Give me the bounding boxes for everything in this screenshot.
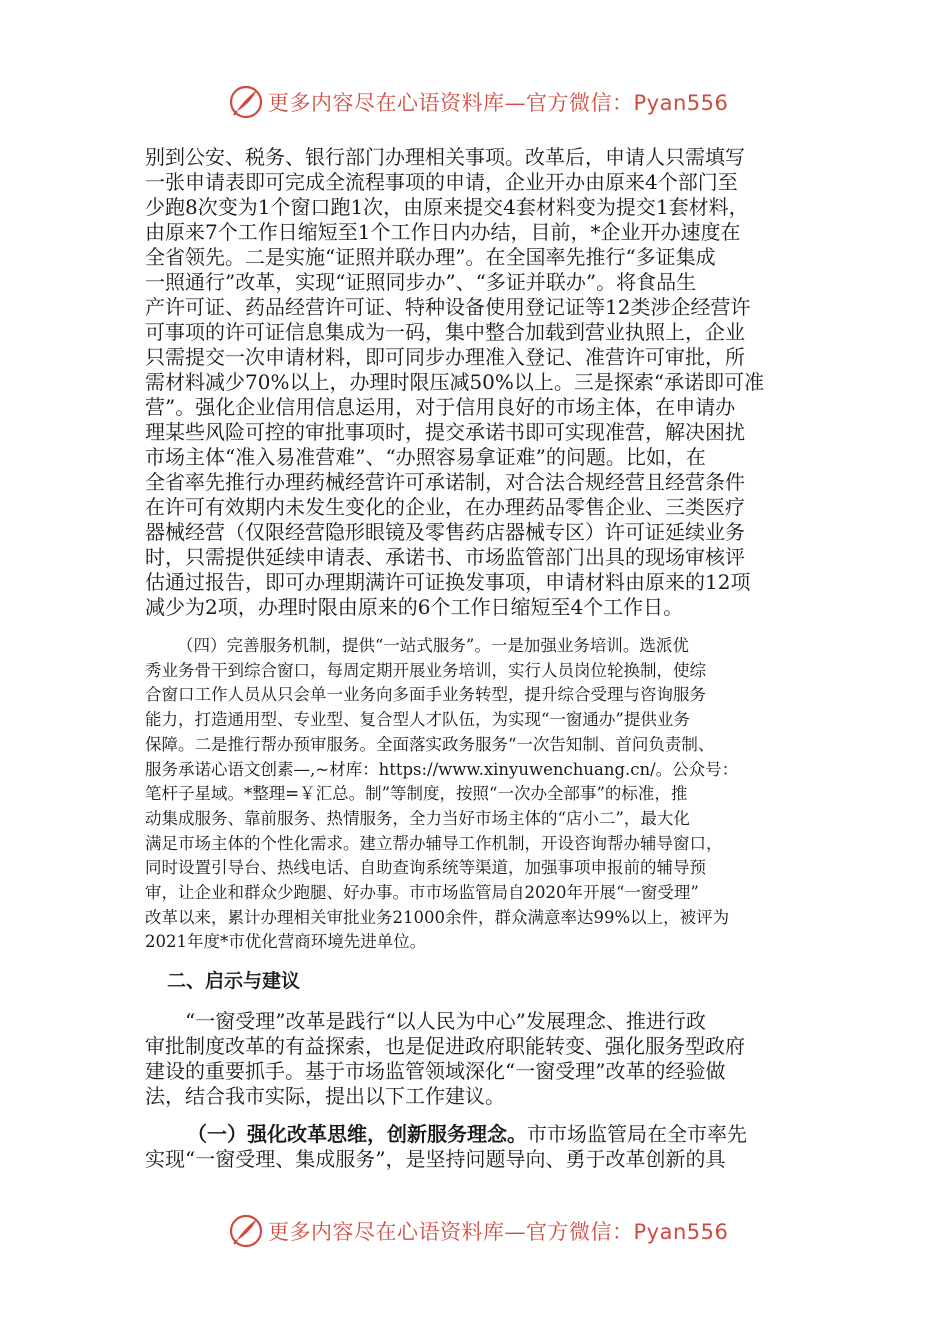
paragraph-line: 服务承诺心语文创素—,~材库：https://www.xinyuwenchuang.cn/。公众号： xyxy=(145,759,739,779)
paragraph-line: 减少为2项，办理时限由原来的6个工作日缩短至4个工作日。 xyxy=(145,595,684,619)
paragraph-line: 在许可有效期内未发生变化的企业，在办理药品零售企业、三类医疗 xyxy=(145,495,745,519)
paragraph-line: 市场主体“准入易准营难”、“办照容易拿证难”的问题。比如，在 xyxy=(145,445,706,469)
paragraph-line: 动集成服务、靠前服务、热情服务，全力当好市场主体的“店小二”，最大化 xyxy=(145,808,690,828)
paragraph-line: 建设的重要抓手。基于市场监管领域深化“一窗受理”改革的经验做 xyxy=(145,1059,726,1083)
paragraph-line: 只需提交一次申请材料，即可同步办理准入登记、准营许可审批，所 xyxy=(145,345,745,369)
paragraph-line: 时，只需提供延续申请表、承诺书、市场监管部门出具的现场审核评 xyxy=(145,545,745,569)
paragraph-line: 器械经营（仅限经营隐形眼镜及零售药店器械专区）许可证延续业务 xyxy=(145,520,745,544)
paragraph-line: 法，结合我市实际，提出以下工作建议。 xyxy=(145,1084,505,1108)
paragraph-line: 能力，打造通用型、专业型、复合型人才队伍，为实现“一窗通办”提供业务 xyxy=(145,710,690,730)
paragraph-service-mechanism xyxy=(145,634,813,955)
paragraph-line: 估通过报告，即可办理期满许可证换发事项，申请材料由原来的12项 xyxy=(145,570,751,594)
paragraph-line: 一张申请表即可完成全流程事项的申请，企业开办由原来4个部门至 xyxy=(145,170,738,194)
paragraph-line: 保障。二是推行帮办预审服务。全面落实政务服务“一次告知制、首问负责制、 xyxy=(145,734,715,754)
watermark-text: 更多内容尽在心语资料库—官方微信：Pyan556 xyxy=(268,1220,729,1244)
paragraph-line: 由原来7个工作日缩短至1个工作日内办结，目前，*企业开办速度在 xyxy=(145,220,741,244)
paragraph-reform-thinking xyxy=(145,1122,813,1172)
quill-logo-icon xyxy=(228,1213,264,1249)
paragraph-line: 笔杆子星域。*整理=￥汇总。制”等制度，按照“一次办全部事”的标准，推 xyxy=(145,784,688,804)
wechat-id: Pyan556 xyxy=(633,91,729,115)
paragraph-text: 市市场监管局在全市率先 xyxy=(527,1122,747,1146)
paragraph-continued xyxy=(145,145,813,620)
paragraph-line: 理某些风险可控的审批事项时，提交承诺书即可实现准营，解决困扰 xyxy=(145,420,745,444)
paragraph-line: 一照通行”改革，实现“证照同步办”、“多证并联办”。将食品生 xyxy=(145,270,697,294)
paragraph-line: 改革以来，累计办理相关审批业务21000余件，群众满意率达99%以上，被评为 xyxy=(145,907,730,927)
paragraph-line: 秀业务骨干到综合窗口，每周定期开展业务培训，实行人员岗位轮换制，使综 xyxy=(145,660,706,680)
paragraph-line: 少跑8次变为1个窗口跑1次，由原来提交4套材料变为提交1套材料， xyxy=(145,195,749,219)
paragraph-line: 别到公安、税务、银行部门办理相关事项。改革后，申请人只需填写 xyxy=(145,145,745,169)
watermark-banner-bottom xyxy=(228,1211,748,1251)
section-heading: 二、启示与建议 xyxy=(167,970,301,992)
paragraph-line: 满足市场主体的个性化需求。建立帮办辅导工作机制，开设咨询帮办辅导窗口， xyxy=(145,833,723,853)
watermark-text: 更多内容尽在心语资料库—官方微信：Pyan556 xyxy=(268,91,729,115)
paragraph-line: 审批制度改革的有益探索，也是促进政府职能转变、强化服务型政府 xyxy=(145,1034,745,1058)
quill-logo-icon xyxy=(228,84,264,120)
paragraph-line: 全省率先推行办理药械经营许可承诺制，对合法合规经营且经营条件 xyxy=(145,470,745,494)
paragraph-line: 需材料减少70%以上，办理时限压减50%以上。三是探索“承诺即可准 xyxy=(145,370,765,394)
paragraph-line: 合窗口工作人员从只会单一业务向多面手业务转型，提升综合受理与咨询服务 xyxy=(145,685,706,705)
paragraph-line: 全省领先。二是实施“证照并联办理”。在全国率先推行“多证集成 xyxy=(145,245,716,269)
paragraph-line: 产许可证、药品经营许可证、特种设备使用登记证等12类涉企经营许 xyxy=(145,295,751,319)
watermark-banner-top xyxy=(228,82,748,122)
paragraph-line: 同时设置引导台、热线电话、自助查询系统等渠道，加强事项申报前的辅导预 xyxy=(145,858,706,878)
paragraph-line: “一窗受理”改革是践行“以人民为中心”发展理念、推进行政 xyxy=(185,1009,706,1033)
bold-lead: （一）强化改革思维，创新服务理念。 xyxy=(187,1122,527,1146)
paragraph-line: 可事项的许可证信息集成为一码，集中整合加载到营业执照上，企业 xyxy=(145,320,745,344)
wechat-id: Pyan556 xyxy=(633,1220,729,1244)
paragraph-line: 营”。强化企业信用信息运用，对于信用良好的市场主体，在申请办 xyxy=(145,395,736,419)
paragraph-insights xyxy=(145,1009,813,1109)
paragraph-line: 2021年度*市优化营商环境先进单位。 xyxy=(145,932,427,952)
paragraph-line: （四）完善服务机制，提供“一站式服务”。一是加强业务培训。选派优 xyxy=(177,636,689,655)
paragraph-line: 实现“一窗受理、集成服务”，是坚持问题导向、勇于改革创新的具 xyxy=(145,1147,726,1171)
paragraph-line: 审，让企业和群众少跑腿、好办事。市市场监管局自2020年开展“一窗受理” xyxy=(145,883,699,903)
